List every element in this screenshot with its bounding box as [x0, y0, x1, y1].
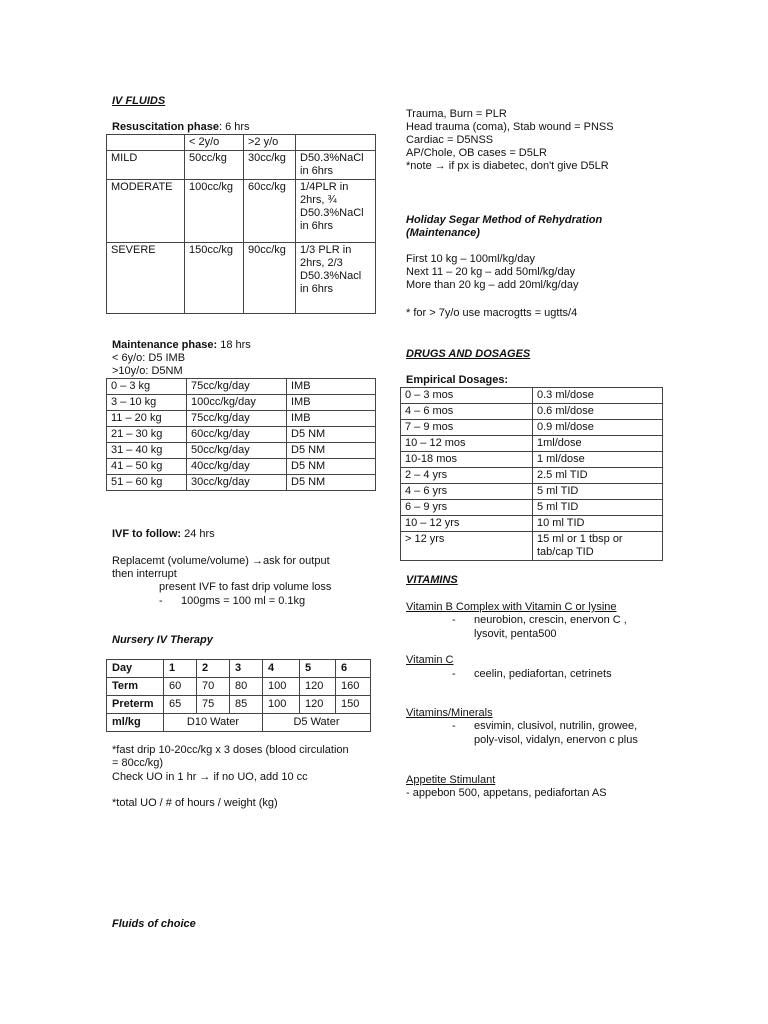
holiday-line: Next 11 – 20 kg – add 50ml/kg/day	[406, 266, 576, 278]
table-row	[107, 395, 376, 411]
nursery-note: *total UO / # of hours / weight (kg)	[112, 797, 278, 809]
table-cell: IMB	[287, 379, 376, 395]
table-cell: 2 – 4 yrs	[401, 468, 533, 484]
drugs-heading: DRUGS AND DOSAGES	[406, 348, 531, 360]
table-cell: 120	[300, 678, 336, 696]
table-cell: 6	[336, 660, 371, 678]
table-cell: 41 – 50 kg	[107, 459, 187, 475]
table-cell: 4	[263, 660, 300, 678]
appetite-stimulant-title: Appetite Stimulant	[406, 774, 496, 786]
trauma-line: Trauma, Burn = PLR	[406, 108, 507, 120]
table-cell: 3 – 10 kg	[107, 395, 187, 411]
table-cell: D5 NM	[287, 443, 376, 459]
table-cell: 10 – 12 mos	[401, 436, 533, 452]
table-cell: 0 – 3 kg	[107, 379, 187, 395]
table-cell: 75	[197, 696, 230, 714]
table-cell: 60cc/kg/day	[187, 427, 287, 443]
table-cell: 4 – 6 mos	[401, 404, 533, 420]
vitamin-dash: -	[452, 720, 456, 732]
table-cell: 70	[197, 678, 230, 696]
table-cell: 5 ml TID	[533, 484, 663, 500]
table-row	[401, 452, 663, 468]
table-row	[107, 459, 376, 475]
vitamin-item: esvimin, clusivol, nutrilin, growee,	[474, 720, 638, 732]
iv-fluids-heading: IV FLUIDS	[112, 95, 166, 107]
table-cell: D5 Water	[263, 714, 371, 732]
table-cell: 6 – 9 yrs	[401, 500, 533, 516]
table-cell: D5 NM	[287, 475, 376, 491]
table-cell: 30cc/kg/day	[187, 475, 287, 491]
table-cell: 30cc/kg	[244, 151, 296, 180]
vitamin-dash: -	[452, 668, 456, 680]
nursery-note: *fast drip 10-20cc/kg x 3 doses (blood circulation	[112, 744, 349, 756]
ivf-follow-line: then interrupt	[112, 568, 177, 580]
table-cell: 4 – 6 yrs	[401, 484, 533, 500]
table-row	[107, 379, 376, 395]
holiday-segar-heading: Holiday Segar Method of Rehydration	[406, 214, 603, 226]
table-cell: 85	[230, 696, 263, 714]
appetite-stimulant-line: - appebon 500, appetans, pediafortan AS	[406, 787, 607, 799]
holiday-note: * for > 7y/o use macrogtts = ugtts/4	[406, 307, 578, 319]
table-cell: MODERATE	[107, 180, 185, 243]
table-row	[107, 151, 376, 180]
table-cell: 5	[300, 660, 336, 678]
nursery-table	[106, 659, 371, 732]
ivf-follow-line: Replacemt (volume/volume) →ask for output	[112, 555, 330, 567]
table-cell	[107, 135, 185, 151]
ivf-follow-title: IVF to follow:	[112, 528, 182, 540]
vitamin-item: ceelin, pediafortan, cetrinets	[474, 668, 612, 680]
table-cell: 1 ml/dose	[533, 452, 663, 468]
table-cell: SEVERE	[107, 243, 185, 314]
table-cell: 0.3 ml/dose	[533, 388, 663, 404]
table-cell: >2 y/o	[244, 135, 296, 151]
table-cell: 3	[230, 660, 263, 678]
vitamin-item: neurobion, crescin, enervon C ,	[474, 614, 627, 626]
vitamin-group-title: Vitamins/Minerals	[406, 707, 493, 719]
empirical-dosage-table	[400, 387, 663, 561]
resuscitation-duration: : 6 hrs	[218, 121, 250, 133]
table-cell: 1/3 PLR in 2hrs, 2/3 D50.3%Nacl in 6hrs	[296, 243, 376, 314]
table-cell: 15 ml or 1 tbsp or tab/cap TID	[533, 532, 663, 561]
table-cell: Preterm	[107, 696, 164, 714]
table-cell	[296, 135, 376, 151]
table-cell: MILD	[107, 151, 185, 180]
nursery-note: Check UO in 1 hr → if no UO, add 10 cc	[112, 771, 308, 783]
table-cell: > 12 yrs	[401, 532, 533, 561]
table-cell: 7 – 9 mos	[401, 420, 533, 436]
table-row	[401, 420, 663, 436]
table-row	[107, 696, 371, 714]
table-cell: 100	[263, 696, 300, 714]
ivf-follow-line: - 100gms = 100 ml = 0.1kg	[159, 595, 306, 607]
table-cell: 150cc/kg	[185, 243, 244, 314]
table-cell: 160	[336, 678, 371, 696]
table-cell: 90cc/kg	[244, 243, 296, 314]
vitamin-item: lysovit, penta500	[474, 628, 557, 640]
table-cell: 1ml/dose	[533, 436, 663, 452]
table-cell: D10 Water	[164, 714, 263, 732]
table-row	[401, 404, 663, 420]
table-row	[401, 532, 663, 561]
table-cell: Day	[107, 660, 164, 678]
nursery-heading: Nursery IV Therapy	[112, 634, 213, 646]
fluids-of-choice-heading: Fluids of choice	[112, 918, 196, 930]
table-row	[107, 475, 376, 491]
vitamin-dash: -	[452, 614, 456, 626]
table-row	[107, 180, 376, 243]
table-row	[107, 243, 376, 314]
table-cell: 51 – 60 kg	[107, 475, 187, 491]
ivf-follow-line: present IVF to fast drip volume loss	[159, 581, 332, 593]
table-cell: D5 NM	[287, 427, 376, 443]
resuscitation-label: Resuscitation phase	[112, 121, 219, 133]
maintenance-duration: 18 hrs	[217, 339, 251, 351]
table-cell: < 2y/o	[185, 135, 244, 151]
vitamin-group-title: Vitamin C	[406, 654, 454, 666]
table-cell: Term	[107, 678, 164, 696]
table-cell: 65	[164, 696, 197, 714]
table-cell: 100cc/kg/day	[187, 395, 287, 411]
holiday-line: More than 20 kg – add 20ml/kg/day	[406, 279, 579, 291]
table-row	[107, 443, 376, 459]
table-cell: D50.3%NaCl in 6hrs	[296, 151, 376, 180]
table-row	[107, 714, 371, 732]
table-cell: IMB	[287, 411, 376, 427]
maintenance-label: Maintenance phase:	[112, 339, 218, 351]
table-row	[401, 388, 663, 404]
table-row	[107, 427, 376, 443]
vitamin-group-title: Vitamin B Complex with Vitamin C or lysine	[406, 601, 617, 613]
table-cell: 11 – 20 kg	[107, 411, 187, 427]
table-cell: 100cc/kg	[185, 180, 244, 243]
table-cell: 50cc/kg/day	[187, 443, 287, 459]
table-row	[401, 468, 663, 484]
table-row	[107, 660, 371, 678]
table-cell: 80	[230, 678, 263, 696]
ivf-follow-duration: 24 hrs	[181, 528, 215, 540]
table-cell: 75cc/kg/day	[187, 411, 287, 427]
maintenance-note: >10y/o: D5NM	[112, 365, 183, 377]
table-cell: 60cc/kg	[244, 180, 296, 243]
table-cell: 1/4PLR in 2hrs, ¾ D50.3%NaCl in 6hrs	[296, 180, 376, 243]
table-cell: 75cc/kg/day	[187, 379, 287, 395]
table-cell: 0.9 ml/dose	[533, 420, 663, 436]
table-cell: D5 NM	[287, 459, 376, 475]
resuscitation-phase-label	[112, 121, 250, 134]
holiday-line: First 10 kg – 100ml/kg/day	[406, 253, 536, 265]
table-cell: 150	[336, 696, 371, 714]
table-row	[107, 678, 371, 696]
maintenance-table	[106, 378, 376, 491]
resuscitation-table	[106, 134, 376, 314]
table-cell: 10 ml TID	[533, 516, 663, 532]
table-cell: 0 – 3 mos	[401, 388, 533, 404]
trauma-line: AP/Chole, OB cases = D5LR	[406, 147, 547, 159]
table-cell: 2	[197, 660, 230, 678]
table-cell: 31 – 40 kg	[107, 443, 187, 459]
trauma-line: *note → if px is diabetec, don't give D5LR	[406, 160, 609, 172]
trauma-line: Head trauma (coma), Stab wound = PNSS	[406, 121, 614, 133]
table-cell: 40cc/kg/day	[187, 459, 287, 475]
table-cell: ml/kg	[107, 714, 164, 732]
table-row	[401, 484, 663, 500]
table-cell: IMB	[287, 395, 376, 411]
table-row	[401, 500, 663, 516]
holiday-segar-heading: (Maintenance)	[406, 227, 480, 239]
table-row	[401, 436, 663, 452]
trauma-line: Cardiac = D5NSS	[406, 134, 494, 146]
empirical-label: Empirical Dosages:	[406, 374, 509, 386]
table-cell: 120	[300, 696, 336, 714]
table-cell: 60	[164, 678, 197, 696]
table-row	[401, 516, 663, 532]
maintenance-phase-label	[112, 339, 251, 352]
table-cell: 2.5 ml TID	[533, 468, 663, 484]
table-cell: 10 – 12 yrs	[401, 516, 533, 532]
nursery-note: = 80cc/kg)	[112, 757, 164, 769]
table-row	[107, 135, 376, 151]
table-cell: 0.6 ml/dose	[533, 404, 663, 420]
table-cell: 1	[164, 660, 197, 678]
table-cell: 5 ml TID	[533, 500, 663, 516]
table-cell: 100	[263, 678, 300, 696]
table-cell: 21 – 30 kg	[107, 427, 187, 443]
maintenance-note: < 6y/o: D5 IMB	[112, 352, 186, 364]
table-cell: 10-18 mos	[401, 452, 533, 468]
table-row	[107, 411, 376, 427]
table-cell: 50cc/kg	[185, 151, 244, 180]
vitamin-item: poly-visol, vidalyn, enervon c plus	[474, 734, 638, 746]
ivf-follow-label	[112, 528, 215, 541]
vitamins-heading: VITAMINS	[406, 574, 458, 586]
